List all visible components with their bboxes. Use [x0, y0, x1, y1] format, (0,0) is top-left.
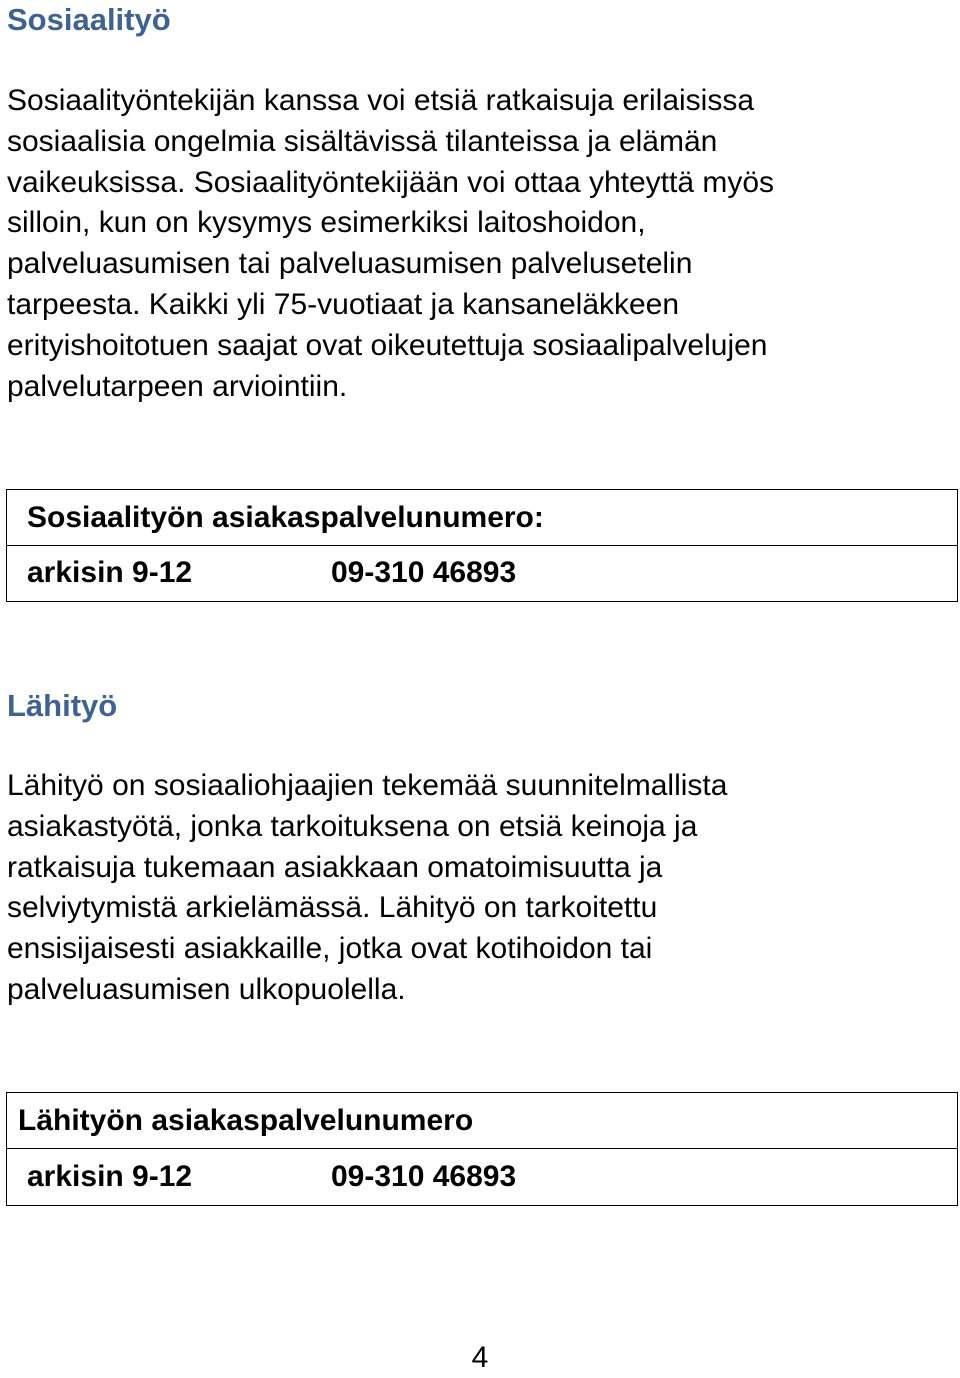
paragraph-line: selviytymistä arkielämässä. Lähityö on tarkoitettu — [7, 891, 658, 925]
section-heading-sosiaalityo: Sosiaalityö — [7, 2, 171, 37]
paragraph-line: asiakastyötä, jonka tarkoituksena on etsiä keinoja ja — [7, 809, 698, 843]
contact-box-info-row — [7, 545, 957, 601]
paragraph-line: erityishoitotuen saajat ovat oikeutettuja sosiaalipalvelujen — [7, 328, 768, 362]
contact-box-info-row — [7, 1149, 957, 1205]
contact-hours: arkisin 9-12 — [27, 556, 193, 589]
paragraph-line: palvelutarpeen arviointiin. — [7, 369, 348, 403]
contact-box-lahityo — [6, 1092, 958, 1206]
paragraph-line: ensisijaisesti asiakkaille, jotka ovat kotihoidon tai — [7, 932, 653, 966]
paragraph-line: silloin, kun on kysymys esimerkiksi laitoshoidon, — [7, 206, 646, 240]
contact-phone: 09-310 46893 — [331, 1160, 517, 1193]
paragraph-line: vaikeuksissa. Sosiaalityöntekijään voi ottaa yhteyttä myös — [7, 165, 775, 199]
contact-hours: arkisin 9-12 — [27, 1160, 193, 1193]
paragraph-line: sosiaalisia ongelmia sisältävissä tilanteissa ja elämän — [7, 124, 718, 158]
contact-box-title: Sosiaalityön asiakaspalvelunumero: — [27, 501, 544, 534]
paragraph-line: Lähityö on sosiaaliohjaajien tekemää suunnitelmallista — [7, 769, 728, 802]
contact-box-title: Lähityön asiakaspalvelunumero — [18, 1104, 474, 1137]
paragraph-line: ratkaisuja tukemaan asiakkaan omatoimisuutta ja — [7, 850, 663, 884]
paragraph-line: palveluasumisen ulkopuolella. — [7, 972, 406, 1006]
paragraph-line: palveluasumisen tai palveluasumisen palvelusetelin — [7, 247, 693, 281]
page-number: 4 — [471, 1341, 489, 1374]
contact-phone: 09-310 46893 — [331, 556, 517, 589]
contact-box-sosiaalityo — [6, 489, 958, 602]
section-paragraph-sosiaalityo — [7, 81, 774, 407]
paragraph-line: Sosiaalityöntekijän kanssa voi etsiä ratkaisuja erilaisissa — [7, 84, 755, 117]
section-paragraph-lahityo — [7, 766, 727, 1011]
contact-box-title-row — [7, 1093, 957, 1149]
contact-box-title-row — [7, 490, 957, 546]
paragraph-line: tarpeesta. Kaikki yli 75-vuotiaat ja kansaneläkkeen — [7, 287, 680, 321]
section-heading-lahityo: Lähityö — [7, 688, 118, 723]
